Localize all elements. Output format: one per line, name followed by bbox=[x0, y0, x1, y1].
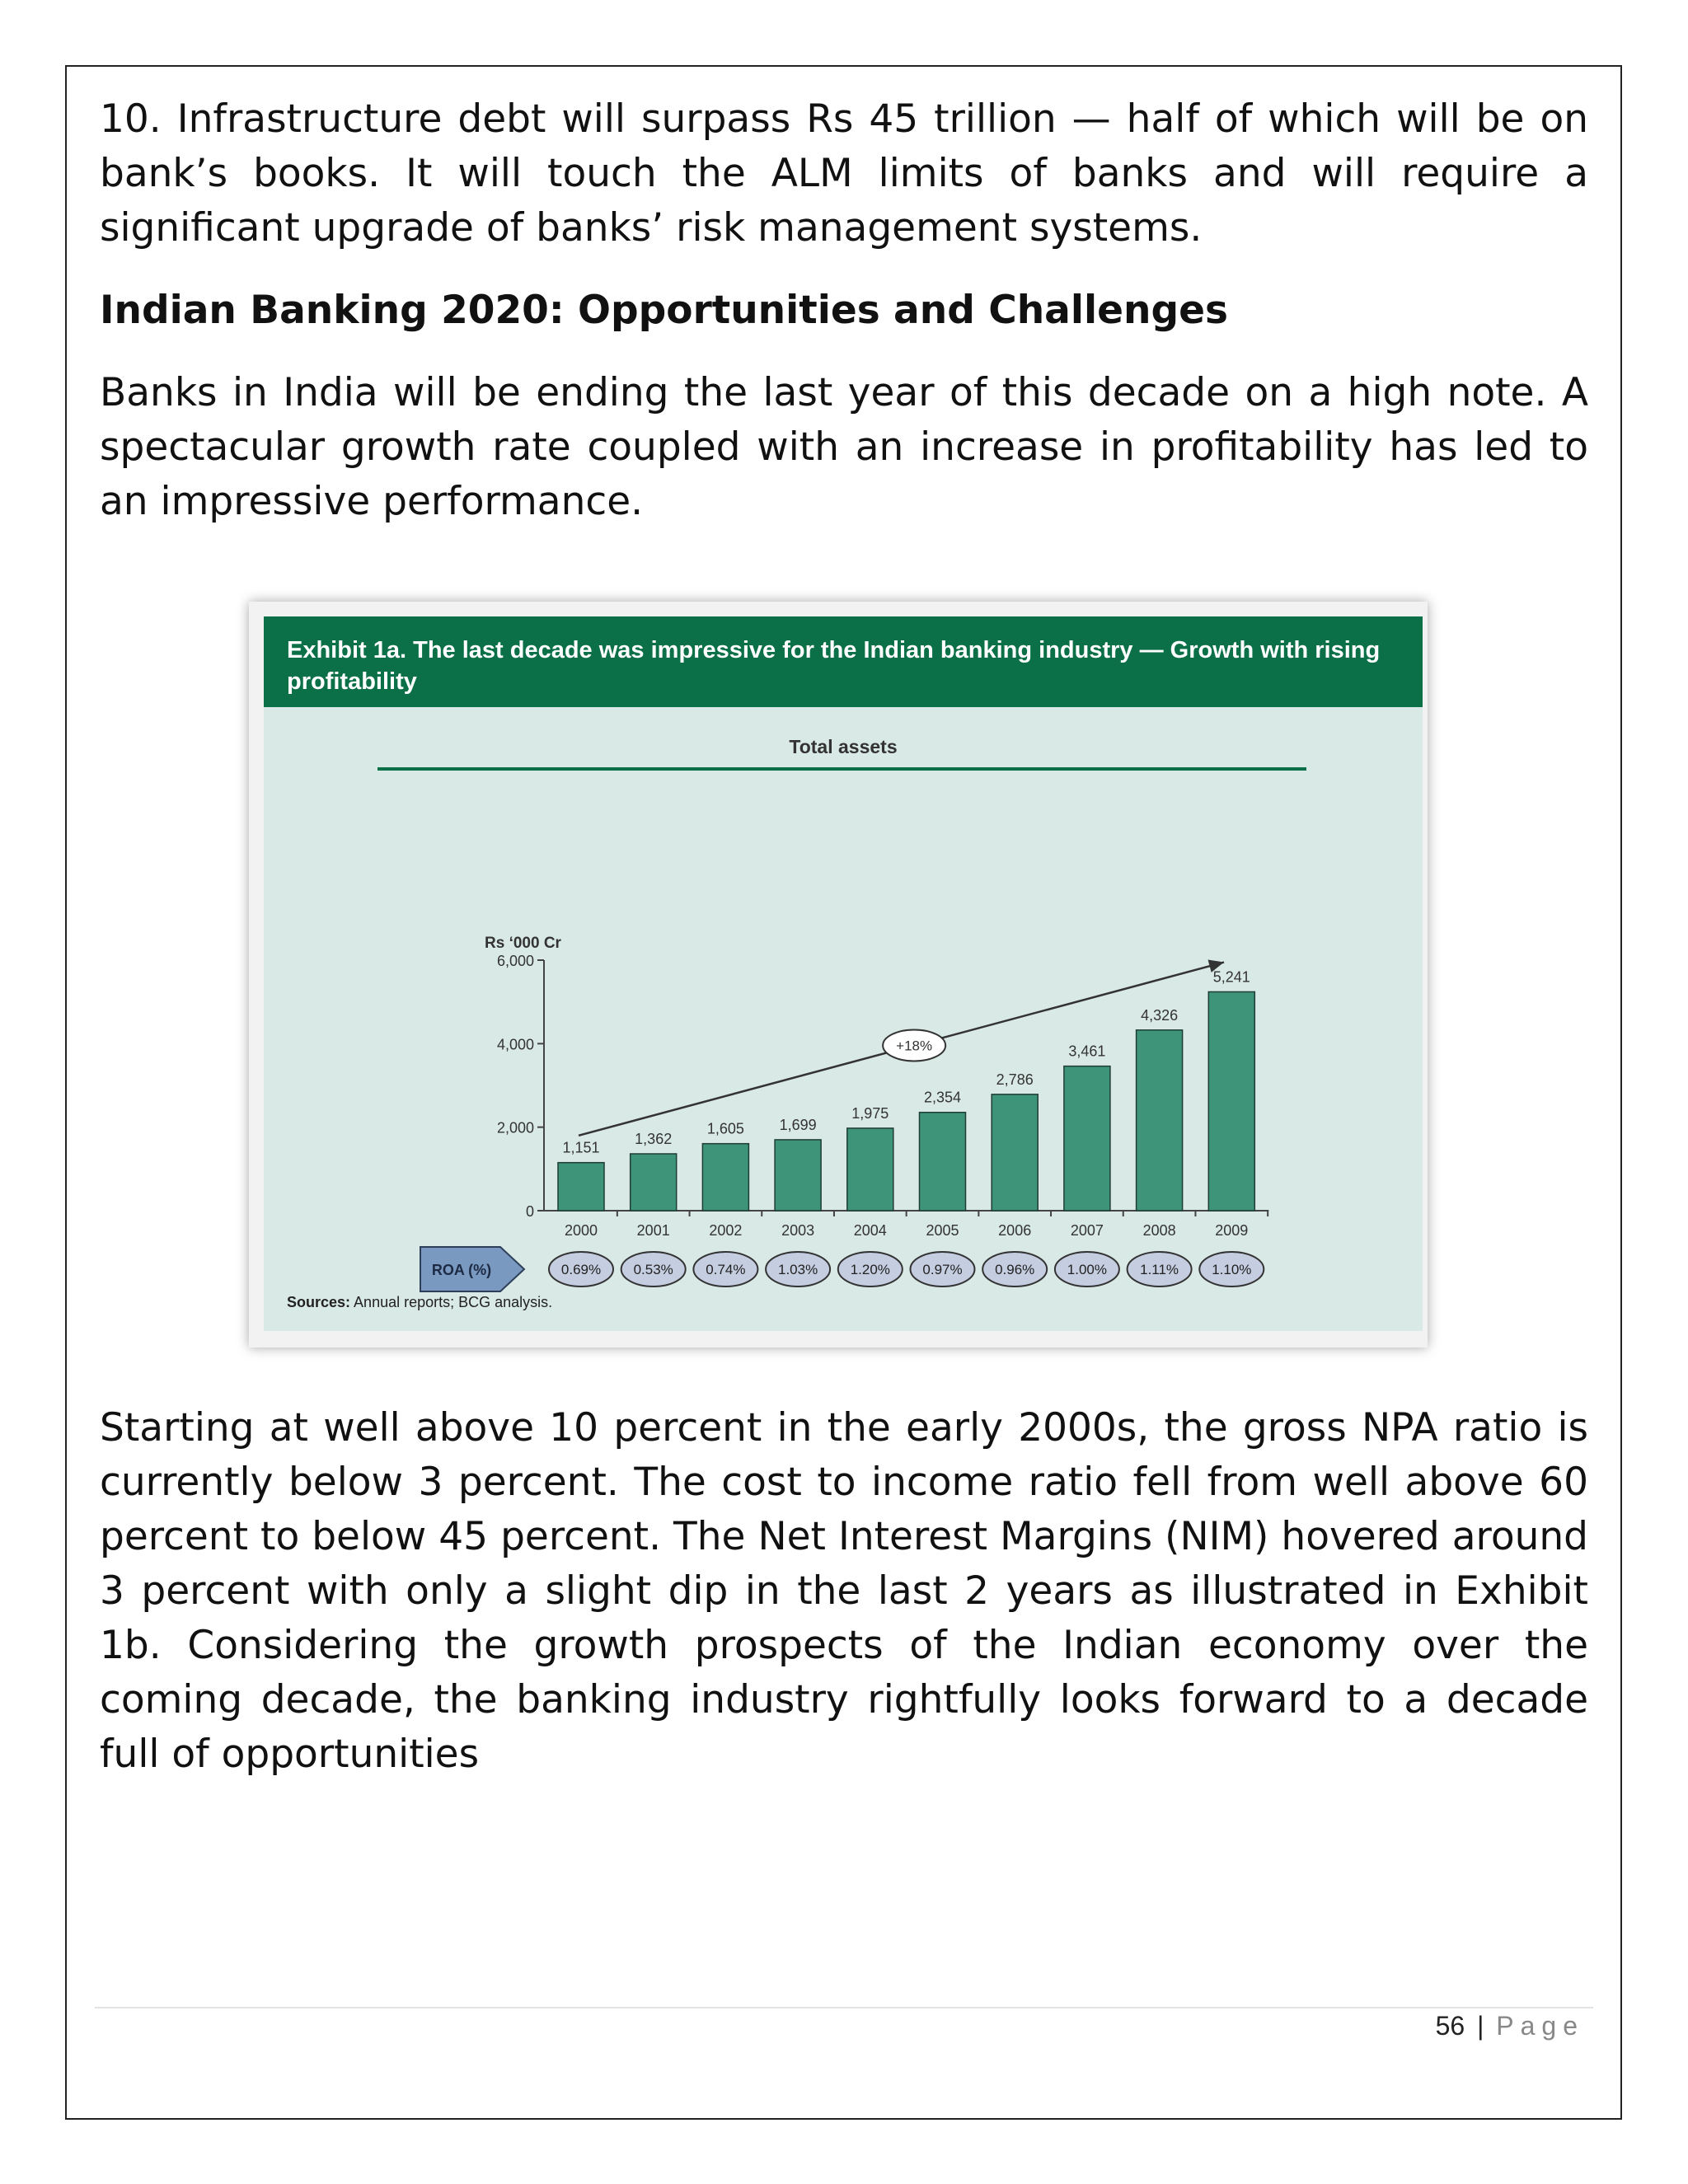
bar-2001 bbox=[631, 1154, 677, 1211]
roa-value: 0.53% bbox=[633, 1262, 673, 1277]
page-footer bbox=[1436, 2011, 1584, 2041]
bar-2006 bbox=[992, 1094, 1038, 1211]
bar-2009 bbox=[1208, 991, 1254, 1211]
roa-value: 1.11% bbox=[1140, 1262, 1179, 1277]
roa-value: 0.74% bbox=[706, 1262, 746, 1277]
x-tick-label: 2000 bbox=[564, 1222, 598, 1239]
y-tick-label: 6,000 bbox=[496, 953, 534, 969]
bar-value-label: 1,605 bbox=[706, 1120, 744, 1137]
y-tick-label: 2,000 bbox=[496, 1119, 534, 1137]
paragraph-npa-ratio: Starting at well above 10 percent in the early 2000s, the gross NPA ratio is currently below 3 percent. The cost to income ratio fell from well above 60 percent to below 45 percent. The Net Interest Margins (NIM) hovered around 3 percent with only a slight dip in the last 2 years as illustrated in Exhibit 1b. Considering the growth prospects of the Indian economy over the coming decade, the banking industry rightfully looks forward to a decade full of opportunities bbox=[100, 1405, 1588, 1777]
footer-separator: | bbox=[1477, 2011, 1484, 2041]
exhibit-source bbox=[287, 1294, 552, 1311]
bar-2008 bbox=[1137, 1030, 1183, 1211]
x-tick-label: 2008 bbox=[1142, 1222, 1176, 1239]
bar-value-label: 1,151 bbox=[562, 1139, 600, 1156]
bar-value-label: 2,354 bbox=[923, 1089, 962, 1106]
x-tick-label: 2002 bbox=[709, 1222, 743, 1239]
bar-value-label: 4,326 bbox=[1141, 1006, 1179, 1024]
page-number: 56 bbox=[1435, 2011, 1465, 2041]
bar-value-label: 3,461 bbox=[1068, 1043, 1106, 1060]
page-word: Page bbox=[1496, 2011, 1584, 2041]
y-tick-label: 0 bbox=[525, 1203, 534, 1220]
chart-title: Total assets bbox=[789, 736, 898, 757]
bar-value-label: 5,241 bbox=[1212, 968, 1250, 986]
bar-value-label: 1,975 bbox=[851, 1104, 889, 1122]
bar-2004 bbox=[847, 1128, 893, 1211]
section-heading: Indian Banking 2020: Opportunities and Challenges bbox=[100, 288, 1228, 333]
bar-value-label: 1,699 bbox=[779, 1116, 817, 1133]
footer-divider bbox=[95, 2007, 1593, 2008]
x-tick-label: 2003 bbox=[781, 1222, 815, 1239]
bar-2003 bbox=[775, 1140, 821, 1211]
bar-2005 bbox=[920, 1113, 966, 1211]
roa-value: 1.00% bbox=[1067, 1262, 1108, 1277]
x-tick-label: 2001 bbox=[636, 1222, 670, 1239]
roa-label: ROA (%) bbox=[431, 1262, 492, 1278]
roa-value: 0.97% bbox=[922, 1262, 963, 1277]
bar-value-label: 2,786 bbox=[996, 1071, 1034, 1088]
roa-value: 0.69% bbox=[560, 1262, 602, 1277]
y-axis-label: Rs ‘000 Cr bbox=[485, 935, 561, 952]
roa-value: 1.20% bbox=[850, 1262, 890, 1277]
x-tick-label: 2007 bbox=[1070, 1222, 1104, 1239]
x-tick-label: 2004 bbox=[853, 1222, 887, 1239]
source-label: Sources: bbox=[287, 1294, 351, 1310]
exhibit-title: Exhibit 1a. The last decade was impressive for the Indian banking industry — Growth with rising profitability bbox=[264, 616, 1423, 707]
bar-2007 bbox=[1064, 1066, 1110, 1211]
growth-annotation: +18% bbox=[896, 1038, 933, 1054]
paragraph-banks-in-india: Banks in India will be ending the last year of this decade on a high note. A spectacular growth rate coupled with an increase in profitability has led to an impressive performance. bbox=[100, 370, 1588, 524]
roa-value: 1.03% bbox=[777, 1262, 818, 1277]
total-assets-chart bbox=[264, 707, 1423, 1294]
bar-2000 bbox=[558, 1163, 604, 1211]
x-tick-label: 2006 bbox=[998, 1222, 1032, 1239]
source-text: Annual reports; BCG analysis. bbox=[354, 1294, 553, 1310]
exhibit-figure bbox=[249, 602, 1428, 1347]
document-body bbox=[100, 92, 1588, 529]
paragraph-infrastructure-debt: 10. Infrastructure debt will surpass Rs 45 trillion — half of which will be on bank’s books. It will touch the ALM limits of banks and will require a significant upgrade of banks’ risk management systems. bbox=[100, 96, 1588, 251]
bar-2002 bbox=[702, 1144, 748, 1211]
y-tick-label: 4,000 bbox=[496, 1036, 534, 1053]
exhibit-panel bbox=[264, 616, 1423, 1331]
bar-value-label: 1,362 bbox=[635, 1130, 673, 1147]
x-tick-label: 2009 bbox=[1215, 1222, 1249, 1239]
roa-value: 1.10% bbox=[1212, 1262, 1252, 1277]
roa-value: 0.96% bbox=[995, 1262, 1035, 1277]
x-tick-label: 2005 bbox=[926, 1222, 959, 1239]
